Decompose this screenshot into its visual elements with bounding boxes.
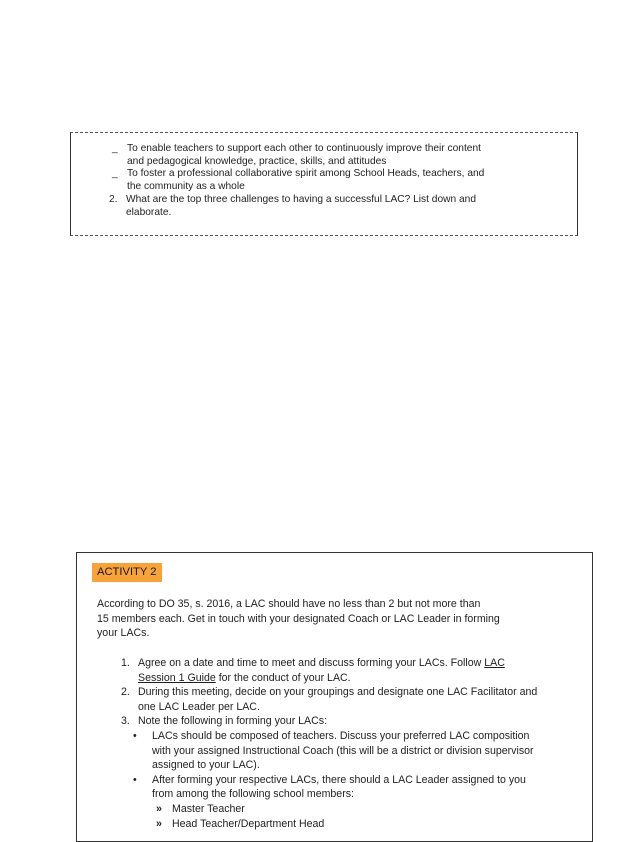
bullet-line: After forming your respective LACs, there should a LAC Leader assigned to you (152, 773, 526, 786)
objective-line: To enable teachers to support each other to continuously improve their content (127, 143, 481, 154)
objectives-box (70, 132, 578, 236)
question-item (109, 194, 529, 219)
question-line: elaborate. (126, 206, 172, 218)
item-line: one LAC Leader per LAC. (138, 700, 260, 713)
item-number: 1. (121, 657, 130, 669)
bullet-marker: • (133, 729, 137, 742)
item-number: 2. (121, 686, 130, 699)
objective-line: the community as a whole (127, 180, 245, 192)
lac-guide-link[interactable]: Session 1 Guide (138, 671, 216, 684)
activity-intro (97, 597, 557, 641)
objective-item (112, 143, 547, 168)
objective-line: and pedagogical knowledge, practice, skills, and attitudes (127, 155, 387, 167)
bullet-line: LACs should be composed of teachers. Discuss your preferred LAC composition (152, 729, 530, 742)
objective-line: To foster a professional collaborative spirit among School Heads, teachers, and (127, 168, 485, 179)
item-number: 3. (121, 715, 130, 728)
sub-item-text: Head Teacher/Department Head (172, 817, 325, 830)
bullet-item (121, 729, 576, 773)
item-line (138, 656, 576, 671)
lac-guide-link[interactable]: LAC (484, 657, 505, 669)
dash-marker: _ (112, 143, 118, 154)
item-line (138, 671, 576, 686)
question-line: What are the top three challenges to having a successful LAC? List down and (126, 194, 476, 205)
instruction-item (121, 685, 576, 714)
item-line: During this meeting, decide on your groupings and designate one LAC Facilitator and (138, 686, 538, 699)
sub-marker: » (156, 817, 162, 830)
intro-line: According to DO 35, s. 2016, a LAC should have no less than 2 but not more than (97, 598, 481, 610)
bullet-marker: • (133, 773, 137, 786)
bullet-item (121, 773, 576, 802)
item-text: Agree on a date and time to meet and discuss forming your LACs. Follow (138, 657, 485, 669)
activity-box (76, 552, 593, 842)
sub-marker: » (156, 802, 162, 815)
activity-badge: ACTIVITY 2 (92, 563, 162, 582)
question-number: 2. (109, 194, 118, 205)
sub-item (121, 802, 576, 817)
item-line: Note the following in forming your LACs: (138, 715, 328, 728)
intro-line: 15 members each. Get in touch with your designated Coach or LAC Leader in forming (97, 612, 500, 625)
bullet-line: assigned to your LAC). (152, 759, 260, 772)
sub-item (121, 817, 576, 832)
sub-item-text: Master Teacher (172, 802, 245, 815)
bullet-line: with your assigned Instructional Coach (this will be a district or division supervisor (152, 744, 534, 757)
intro-line: your LACs. (97, 627, 150, 640)
instruction-list (121, 656, 576, 831)
objective-item (112, 168, 547, 193)
instruction-item (121, 656, 576, 685)
item-text: for the conduct of your LAC. (215, 671, 351, 684)
bullet-line: from among the following school members: (152, 788, 354, 801)
instruction-item (121, 714, 576, 729)
dash-marker: _ (112, 168, 118, 179)
